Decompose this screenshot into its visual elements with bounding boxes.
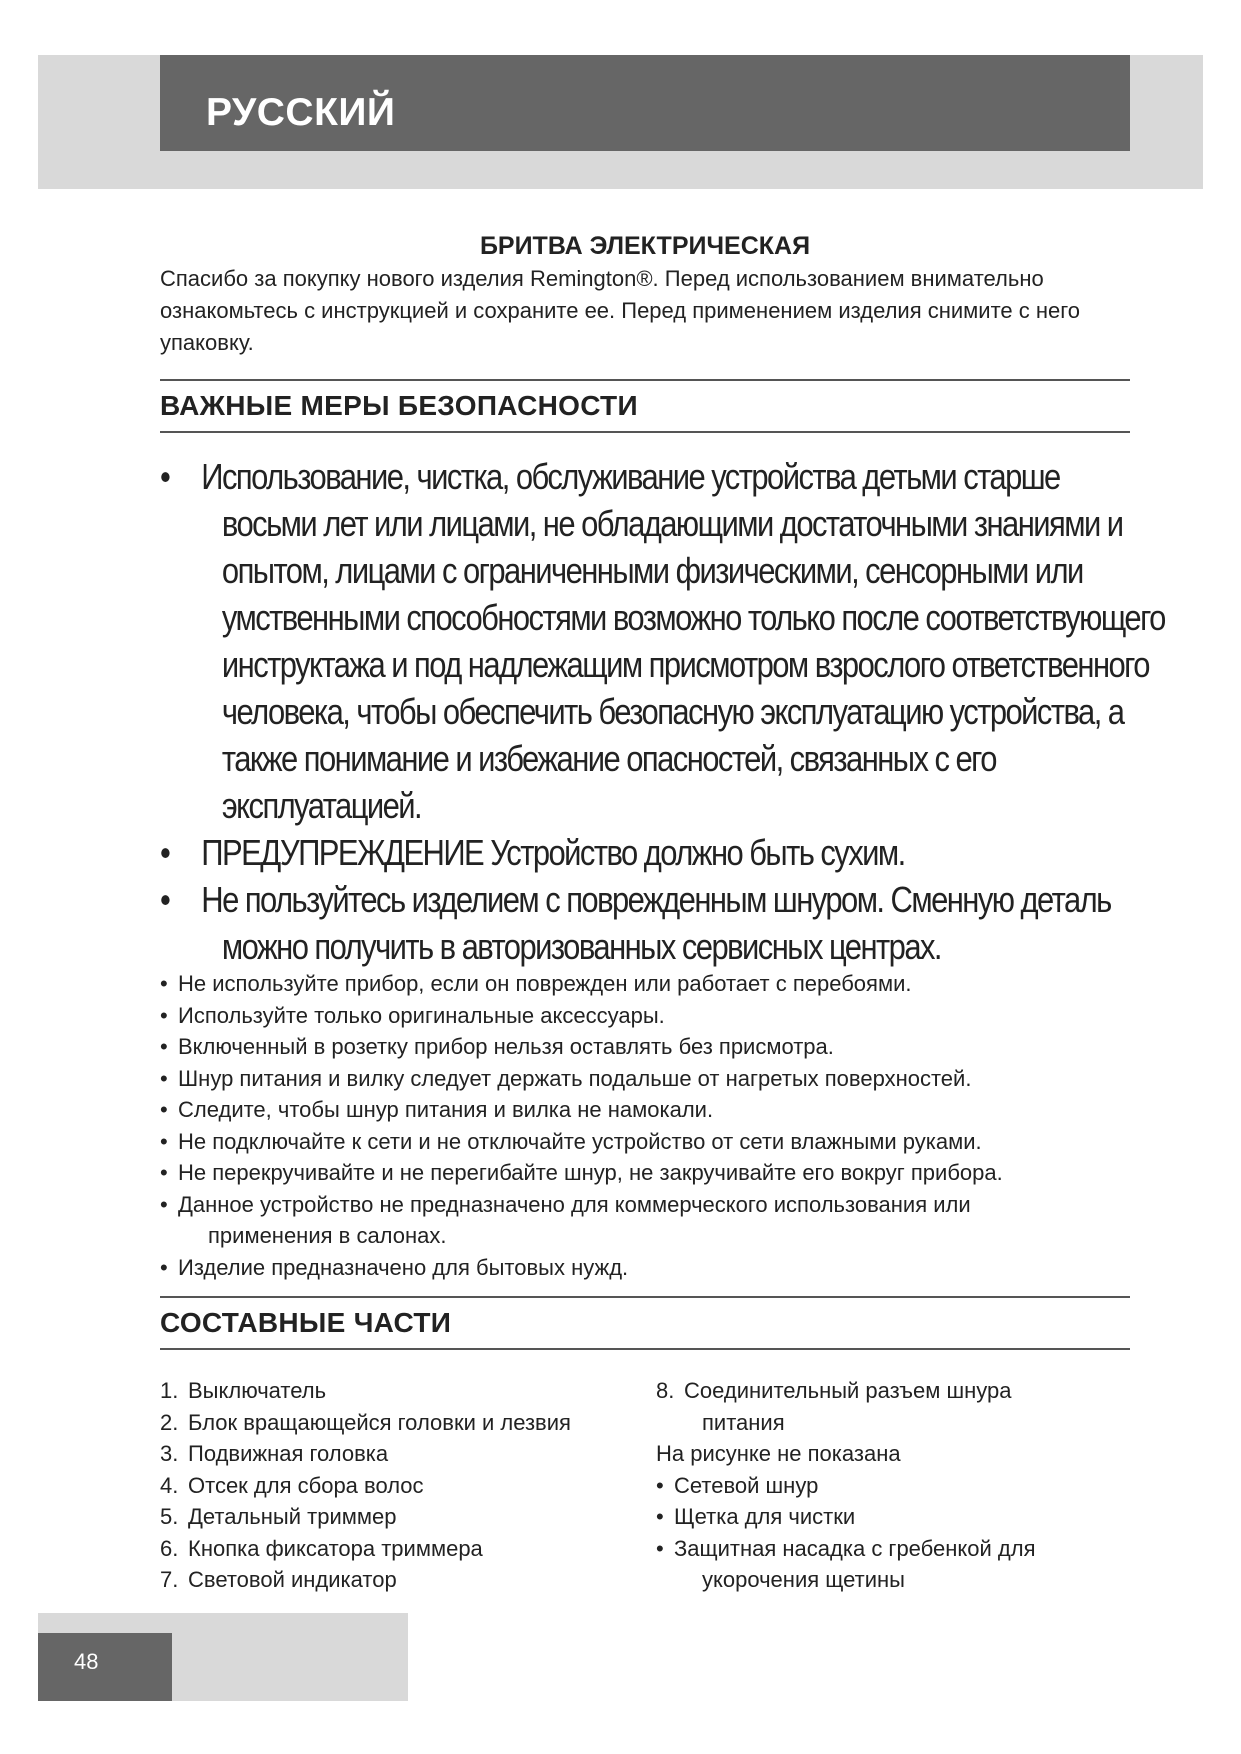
document-title: БРИТВА ЭЛЕКТРИЧЕСКАЯ: [479, 232, 811, 260]
list-item: • Не перекручивайте и не перегибайте шнур, не закручивайте его вокруг прибора.: [160, 1157, 1140, 1189]
list-item: 3. Подвижная головка: [160, 1441, 389, 1466]
bullet-icon: •: [160, 1065, 168, 1091]
list-item: • Шнур питания и вилку следует держать подальше от нагретых поверхностей.: [160, 1063, 1140, 1095]
bullet-icon: •: [160, 1002, 168, 1028]
list-item: • Защитная насадка с гребенкой для укорочения щетины: [656, 1533, 1126, 1596]
list-item: • ПРЕДУПРЕЖДЕНИЕ Устройство должно быть сухим.: [160, 829, 1173, 876]
parts-list-right: [656, 1375, 1126, 1596]
list-item: • Включенный в розетку прибор нельзя оставлять без присмотра.: [160, 1031, 1140, 1063]
bullet-icon: •: [160, 1160, 168, 1185]
list-item: 2. Блок вращающейся головки и лезвия: [160, 1409, 571, 1435]
bullet-icon: •: [656, 1535, 664, 1561]
list-item: • Не используйте прибор, если он поврежден или работает с перебоями.: [160, 968, 1140, 1000]
bullet-icon: •: [656, 1504, 664, 1529]
language-bar: [160, 55, 1130, 151]
list-item: • Не подключайте к сети и не отключайте устройство от сети влажными руками.: [160, 1126, 1140, 1158]
not-shown-heading: На рисунке не показана: [656, 1441, 901, 1466]
safety-section-title: ВАЖНЫЕ МЕРЫ БЕЗОПАСНОСТИ: [160, 390, 638, 421]
safety-large-list: [160, 453, 1165, 970]
section-rule-top: [160, 1296, 1130, 1298]
language-title: РУССКИЙ: [206, 91, 396, 134]
list-item: 7. Световой индикатор: [160, 1567, 397, 1592]
list-item: • Щетка для чистки: [656, 1501, 1126, 1533]
page-number: 48: [74, 1649, 99, 1674]
list-item: • Изделие предназначено для бытовых нужд.: [160, 1252, 1140, 1284]
list-item: 4. Отсек для сбора волос: [160, 1472, 424, 1498]
list-item: 6. Кнопка фиксатора триммера: [160, 1535, 483, 1561]
bullet-icon: •: [160, 456, 170, 497]
safety-small-list: [160, 968, 1140, 1283]
list-item: • Сетевой шнур: [656, 1470, 1126, 1502]
list-item: 1. Выключатель: [160, 1378, 327, 1403]
intro-paragraph: Спасибо за покупку нового изделия Remington®. Перед использованием внимательно ознакомьтесь с инструкцией и сохраните ее. Перед применением изделия снимите с него упаковку.: [160, 266, 1081, 355]
list-item: • Используйте только оригинальные аксессуары.: [160, 1000, 1140, 1032]
list-item: • Данное устройство не предназначено для коммерческого использования или применения в салонах.: [160, 1189, 1140, 1252]
section-rule-bottom: [160, 1348, 1130, 1350]
section-rule-top: [160, 379, 1130, 381]
bullet-icon: •: [160, 1034, 168, 1059]
list-item: 5. Детальный триммер: [160, 1504, 397, 1529]
parts-section-title: СОСТАВНЫЕ ЧАСТИ: [160, 1307, 452, 1338]
bullet-icon: •: [160, 832, 170, 873]
bullet-icon: •: [160, 1128, 168, 1154]
list-item: • Не пользуйтесь изделием с поврежденным шнуром. Сменную деталь можно получить в авторизованных сервисных центрах.: [160, 876, 1173, 970]
list-item: • Следите, чтобы шнур питания и вилка не намокали.: [160, 1094, 1140, 1126]
bullet-icon: •: [160, 1097, 168, 1122]
bullet-icon: •: [160, 1254, 168, 1280]
bullet-icon: •: [160, 1191, 168, 1217]
parts-list-left: [160, 1375, 630, 1596]
bullet-icon: •: [656, 1472, 664, 1498]
list-item: 8. Соединительный разъем шнура питания: [656, 1378, 1012, 1435]
list-item: • Использование, чистка, обслуживание устройства детьми старше восьми лет или лицами, не обладающими достаточными знаниями и опытом, лицами с ограниченными физическими, сенсорными или умственными способностями возможно только после соответствующего инструктажа и под надлежащим присмотром взрослого ответственного человека, чтобы обеспечить безопасную эксплуатацию устройства, а также понимание и избежание опасностей, связанных с его эксплуатацией.: [160, 453, 1173, 829]
section-rule-bottom: [160, 431, 1130, 433]
bullet-icon: •: [160, 879, 170, 920]
page-number-box: [38, 1633, 172, 1701]
bullet-icon: •: [160, 971, 168, 996]
